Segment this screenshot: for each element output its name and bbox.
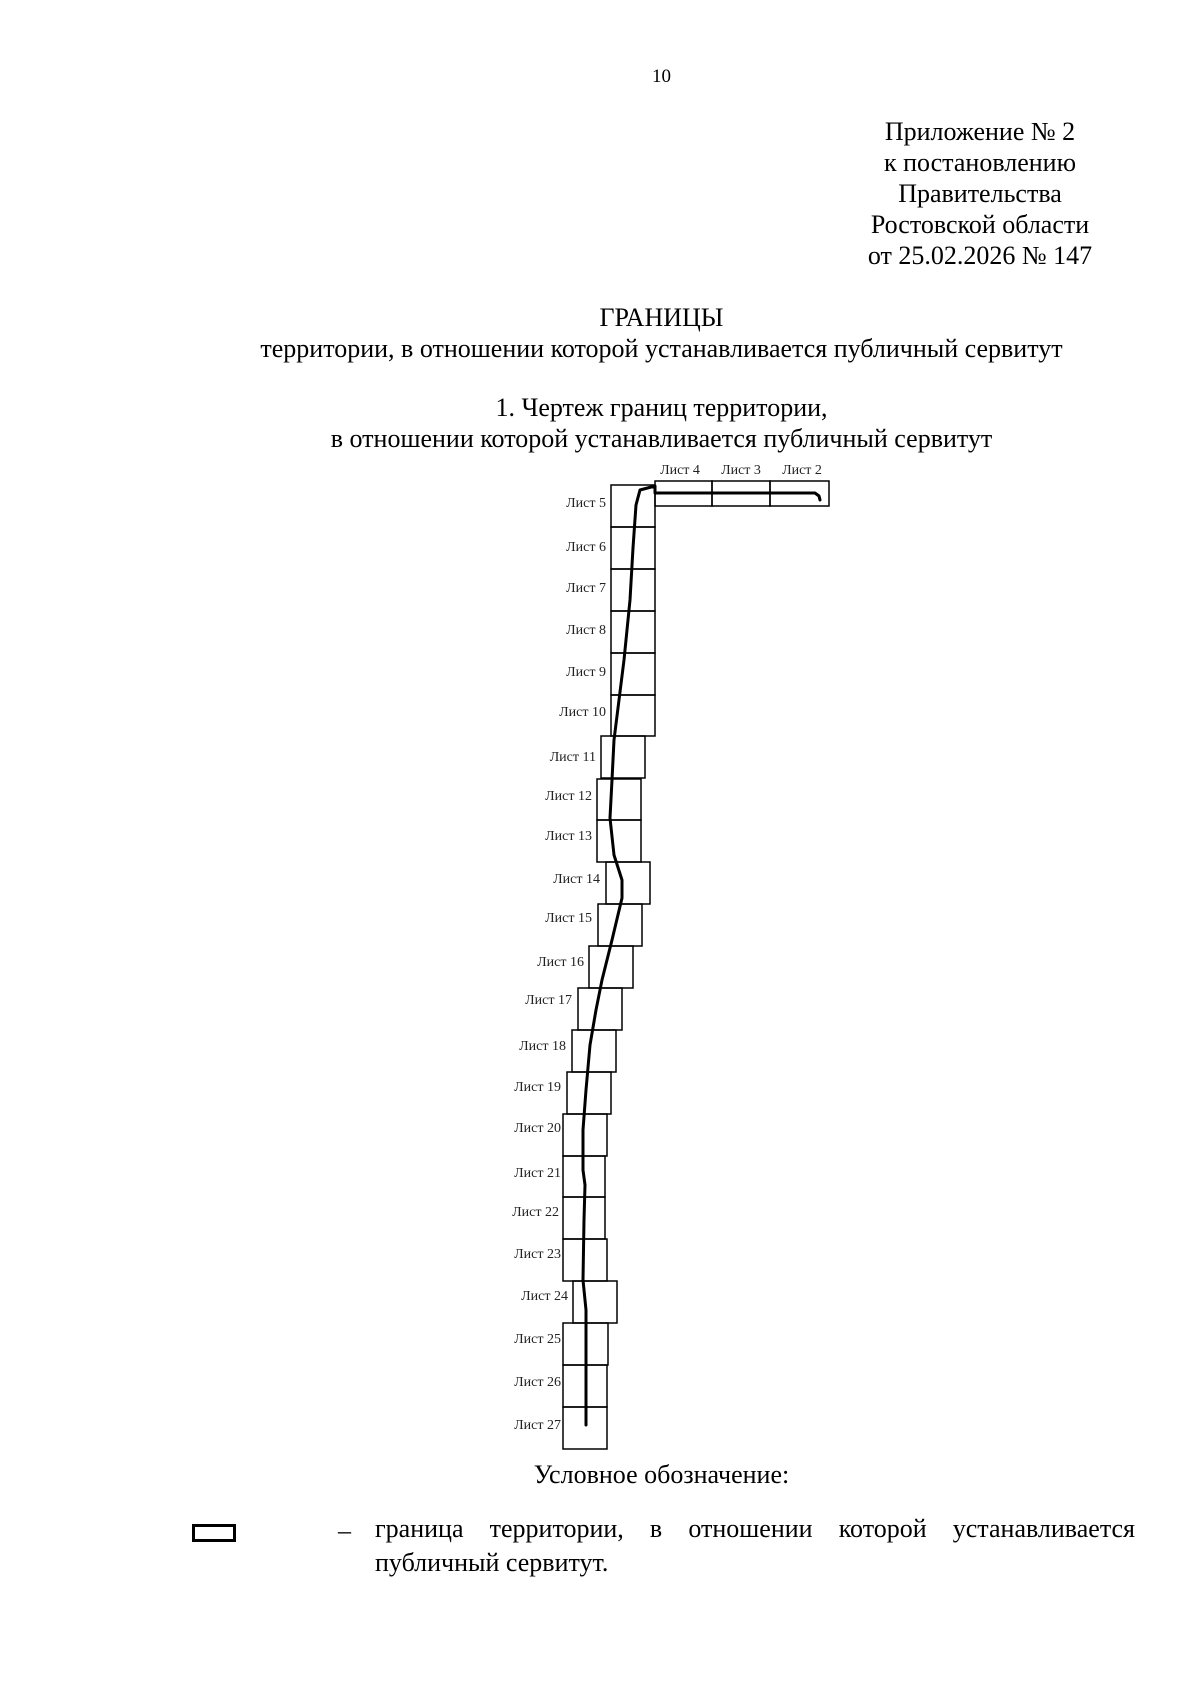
appendix-line: Приложение № 2 [884, 117, 1076, 146]
sheet-label: Лист 2 [782, 463, 822, 478]
sheet-label: Лист 21 [514, 1166, 561, 1181]
sheet-label: Лист 23 [514, 1247, 561, 1262]
servitude-route-line [583, 486, 820, 1425]
sheet-label: Лист 10 [559, 705, 606, 720]
sheet-label: Лист 13 [545, 829, 592, 844]
sheet-label: Лист 22 [512, 1205, 559, 1220]
sheet-frame [611, 485, 655, 527]
sheet-label: Лист 6 [566, 540, 606, 555]
sheet-label: Лист 24 [521, 1289, 568, 1304]
legend-dash: – [338, 1516, 351, 1545]
sheet-frame [611, 611, 655, 653]
sheet-label: Лист 7 [566, 581, 606, 596]
sheet-frame [601, 736, 645, 778]
sheet-label: Лист 8 [566, 623, 606, 638]
sheet-label: Лист 9 [566, 665, 606, 680]
document-heading: ГРАНИЦЫ [599, 303, 724, 332]
sheet-label: Лист 3 [721, 463, 761, 478]
sheet-frame [611, 569, 655, 611]
appendix-line: от 25.02.2026 № 147 [867, 241, 1093, 270]
section-title-line: в отношении которой устанавливается публичный сервитут [330, 424, 993, 453]
legend-description: граница территории, в отношении которой устанавливается публичный сервитут. [375, 1514, 1135, 1577]
sheet-frame [573, 1281, 617, 1323]
sheet-label: Лист 26 [514, 1375, 561, 1390]
sheet-label: Лист 18 [519, 1039, 566, 1054]
sheet-label: Лист 15 [545, 911, 592, 926]
sheet-label: Лист 5 [566, 496, 606, 511]
sheet-label: Лист 16 [537, 955, 584, 970]
sheet-label: Лист 27 [514, 1418, 561, 1433]
appendix-line: Правительства [898, 179, 1062, 208]
sheet-label: Лист 25 [514, 1332, 561, 1347]
sheet-frame [597, 779, 641, 820]
document-subheading: территории, в отношении которой устанавливается публичный сервитут [260, 334, 1063, 363]
boundary-legend-icon [192, 1524, 236, 1542]
sheet-frame [567, 1072, 611, 1114]
sheet-label: Лист 12 [545, 789, 592, 804]
page-number: 10 [652, 66, 671, 87]
section-title-line: 1. Чертеж границ территории, [495, 393, 828, 422]
sheet-frame [611, 653, 655, 695]
appendix-line: к постановлению [883, 148, 1077, 177]
sheet-label: Лист 17 [525, 993, 572, 1008]
sheet-label: Лист 20 [514, 1121, 561, 1136]
sheet-frame [606, 862, 650, 904]
sheet-labels [512, 463, 822, 1433]
sheet-frame [589, 946, 633, 988]
sheet-label: Лист 14 [553, 872, 600, 887]
sheet-label: Лист 4 [660, 463, 700, 478]
appendix-line: Ростовской области [870, 210, 1090, 239]
sheet-label: Лист 11 [549, 750, 596, 765]
sheet-label: Лист 19 [514, 1080, 561, 1095]
legend-title: Условное обозначение: [533, 1460, 790, 1489]
sheet-frame [597, 820, 641, 862]
sheet-frame [572, 1030, 616, 1072]
